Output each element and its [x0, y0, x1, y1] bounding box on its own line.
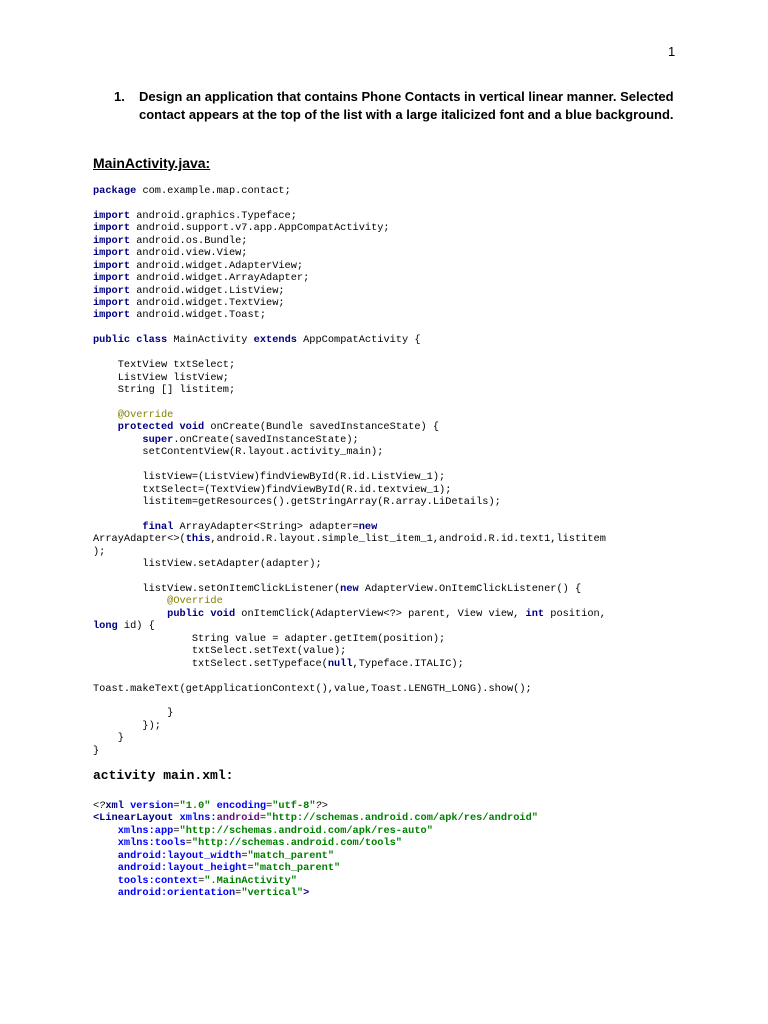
code-token: "1.0" — [179, 800, 211, 812]
code-token: String [] listitem; — [93, 384, 236, 396]
code-token: public class — [93, 334, 168, 347]
code-token: } — [93, 744, 100, 757]
code-token: xmlns: — [179, 812, 217, 825]
code-token: com.example.map.contact; — [136, 185, 291, 197]
code-token: } — [93, 732, 124, 745]
code-token: import — [93, 247, 131, 260]
java-code-line — [93, 222, 693, 234]
java-code-line — [93, 658, 693, 670]
java-code-line — [93, 533, 693, 545]
code-token: }); — [93, 719, 161, 732]
code-token: ?> — [315, 800, 328, 812]
code-token: import — [93, 296, 131, 309]
code-token: listView.setAdapter(adapter); — [93, 558, 322, 571]
code-token: import — [93, 259, 131, 272]
code-token: tools:context — [117, 874, 199, 887]
java-code-line — [93, 583, 693, 595]
java-code-line — [93, 683, 693, 695]
code-token: listitem=getResources().getStringArray(R.array.LiDetails); — [93, 495, 501, 508]
code-token: android.widget.ArrayAdapter; — [130, 272, 310, 285]
java-code-line — [93, 384, 693, 396]
code-token: ); — [93, 545, 106, 558]
java-code-line — [93, 285, 693, 297]
code-token: xmlns:app — [117, 824, 174, 837]
xml-code-block — [93, 800, 693, 900]
java-code-line — [93, 484, 693, 496]
java-code-line — [93, 334, 693, 346]
code-token: extends — [253, 334, 297, 347]
code-token: import — [93, 209, 131, 222]
code-token: "http://schemas.android.com/apk/res-auto" — [179, 824, 433, 837]
code-token: id) { — [117, 620, 155, 633]
code-token: import — [93, 234, 131, 247]
code-token: .onCreate(savedInstanceState); — [173, 433, 359, 446]
code-token: xmlns:tools — [117, 837, 186, 850]
java-code-line — [93, 595, 693, 607]
code-token: = — [185, 837, 192, 850]
code-token: listView=(ListView)findViewById(R.id.ListView_1); — [93, 471, 446, 484]
code-token: version — [130, 800, 174, 812]
java-code-line — [93, 521, 693, 533]
java-code-line — [93, 745, 693, 757]
java-code-line — [93, 434, 693, 446]
code-token: > — [303, 887, 310, 900]
java-code-line — [93, 546, 693, 558]
question-text: Design an application that contains Phone Contacts in vertical linear manner. Selected contact appears at the top of the list with a large italicized font and a blue background. — [139, 89, 674, 122]
code-token: xml — [105, 800, 131, 812]
code-token: "http://schemas.android.com/apk/res/android" — [266, 812, 538, 825]
java-code-line — [93, 322, 693, 334]
java-code-line — [93, 471, 693, 483]
xml-code-line — [93, 837, 693, 849]
question-number: 1. — [114, 89, 125, 104]
java-code-line — [93, 247, 693, 259]
code-token: @Override — [93, 408, 174, 421]
code-token: ,Typeface.ITALIC); — [352, 657, 464, 670]
code-token: listView.setOnItemClickListener( — [93, 583, 341, 595]
java-code-line — [93, 459, 693, 471]
code-token: android.widget.ListView; — [130, 284, 285, 297]
code-token: int — [525, 607, 545, 620]
code-token: android — [216, 812, 260, 825]
code-token: super — [93, 433, 174, 446]
code-token: android.widget.Toast; — [130, 309, 267, 322]
xml-code-line — [93, 887, 693, 899]
code-token: null — [327, 657, 353, 670]
java-code-line — [93, 496, 693, 508]
java-code-line — [93, 707, 693, 719]
code-token: import — [93, 284, 131, 297]
java-code-line — [93, 185, 693, 197]
code-token: <LinearLayout — [93, 812, 180, 825]
code-token: String value = adapter.getItem(position); — [93, 632, 446, 645]
code-token: ListView listView; — [93, 371, 229, 384]
code-token: AppCompatActivity { — [296, 334, 421, 347]
code-token: = — [173, 800, 180, 812]
code-token: = — [235, 887, 242, 900]
java-code-line — [93, 297, 693, 309]
code-token: Toast.makeText(getApplicationContext(),value,Toast.LENGTH_LONG).show(); — [93, 682, 532, 695]
java-code-line — [93, 272, 693, 284]
java-code-line — [93, 620, 693, 632]
code-token: "match_parent" — [253, 862, 341, 875]
code-token: encoding — [216, 800, 267, 812]
xml-file-heading: activity main.xml: — [93, 768, 234, 783]
java-file-heading: MainActivity.java: — [93, 155, 211, 171]
code-token: = — [266, 800, 273, 812]
code-token: "http://schemas.android.com/tools" — [191, 837, 402, 850]
code-token: android.widget.AdapterView; — [130, 259, 304, 272]
code-token: final — [93, 520, 174, 533]
code-token: ArrayAdapter<>( — [93, 533, 186, 546]
java-code-line — [93, 695, 693, 707]
xml-code-line — [93, 862, 693, 874]
code-token: package — [93, 185, 137, 197]
code-token: txtSelect.setTypeface( — [93, 657, 328, 670]
java-code-line — [93, 508, 693, 520]
code-token — [93, 887, 118, 899]
java-code-line — [93, 558, 693, 570]
code-token: ArrayAdapter<String> adapter= — [173, 520, 359, 533]
java-code-line — [93, 670, 693, 682]
java-code-line — [93, 720, 693, 732]
java-code-block — [93, 185, 693, 757]
xml-code-line — [93, 800, 693, 812]
xml-code-line — [93, 825, 693, 837]
code-token: new — [340, 583, 359, 595]
code-token: = — [247, 862, 254, 875]
code-token: ,android.R.layout.simple_list_item_1,android.R.id.text1,listitem — [210, 533, 606, 546]
code-token: android.os.Bundle; — [130, 234, 248, 247]
xml-code-line — [93, 850, 693, 862]
java-code-line — [93, 197, 693, 209]
code-token: = — [259, 812, 267, 825]
code-token: android:layout_width — [117, 849, 242, 862]
code-token: android:layout_height — [117, 862, 248, 875]
code-token: = — [198, 874, 205, 887]
code-token: ".MainActivity" — [204, 874, 297, 887]
code-token — [93, 862, 118, 874]
java-code-line — [93, 645, 693, 657]
code-token: position, — [544, 607, 606, 620]
java-code-line — [93, 732, 693, 744]
code-token: long — [93, 620, 118, 633]
code-token: @Override — [93, 595, 223, 608]
code-token — [93, 825, 118, 837]
code-token: "utf-8" — [272, 800, 316, 812]
code-token: = — [173, 824, 180, 837]
java-code-line — [93, 309, 693, 321]
code-token: AdapterView.OnItemClickListener() { — [358, 583, 582, 595]
code-token: "match_parent" — [247, 849, 335, 862]
xml-code-line — [93, 812, 693, 824]
code-token: import — [93, 222, 131, 235]
code-token: onCreate(Bundle savedInstanceState) { — [204, 421, 440, 434]
code-token: android.widget.TextView; — [130, 296, 285, 309]
java-code-line — [93, 409, 693, 421]
java-code-line — [93, 633, 693, 645]
code-token: android.view.View; — [130, 247, 248, 260]
java-code-line — [93, 347, 693, 359]
code-token: txtSelect=(TextView)findViewById(R.id.textview_1); — [93, 483, 452, 496]
code-token: txtSelect.setText(value); — [93, 645, 347, 658]
xml-code-line — [93, 875, 693, 887]
code-token: android.support.v7.app.AppCompatActivity; — [130, 222, 390, 235]
code-token: import — [93, 272, 131, 285]
page-number: 1 — [668, 44, 676, 59]
code-token: TextView txtSelect; — [93, 359, 236, 372]
java-code-line — [93, 421, 693, 433]
code-token: android.graphics.Typeface; — [130, 209, 297, 222]
code-token — [93, 875, 118, 887]
code-token: } — [93, 707, 174, 720]
java-code-line — [93, 372, 693, 384]
code-token: android:orientation — [117, 887, 236, 900]
code-token: public void — [93, 607, 236, 620]
java-code-line — [93, 571, 693, 583]
code-token: new — [358, 520, 378, 533]
code-token: import — [93, 309, 131, 322]
java-code-line — [93, 446, 693, 458]
code-token: setContentView(R.layout.activity_main); — [93, 446, 384, 459]
question — [114, 88, 674, 124]
code-token: = — [241, 849, 248, 862]
code-token: onItemClick(AdapterView<?> parent, View view, — [235, 607, 526, 620]
code-token — [93, 850, 118, 862]
code-token: <? — [93, 800, 106, 812]
java-code-line — [93, 359, 693, 371]
code-token: MainActivity — [167, 334, 254, 347]
java-code-line — [93, 608, 693, 620]
code-token: "vertical" — [241, 887, 304, 900]
code-token: this — [185, 533, 211, 546]
java-code-line — [93, 396, 693, 408]
java-code-line — [93, 260, 693, 272]
code-token — [93, 837, 118, 849]
java-code-line — [93, 210, 693, 222]
code-token: protected void — [93, 421, 205, 434]
java-code-line — [93, 235, 693, 247]
